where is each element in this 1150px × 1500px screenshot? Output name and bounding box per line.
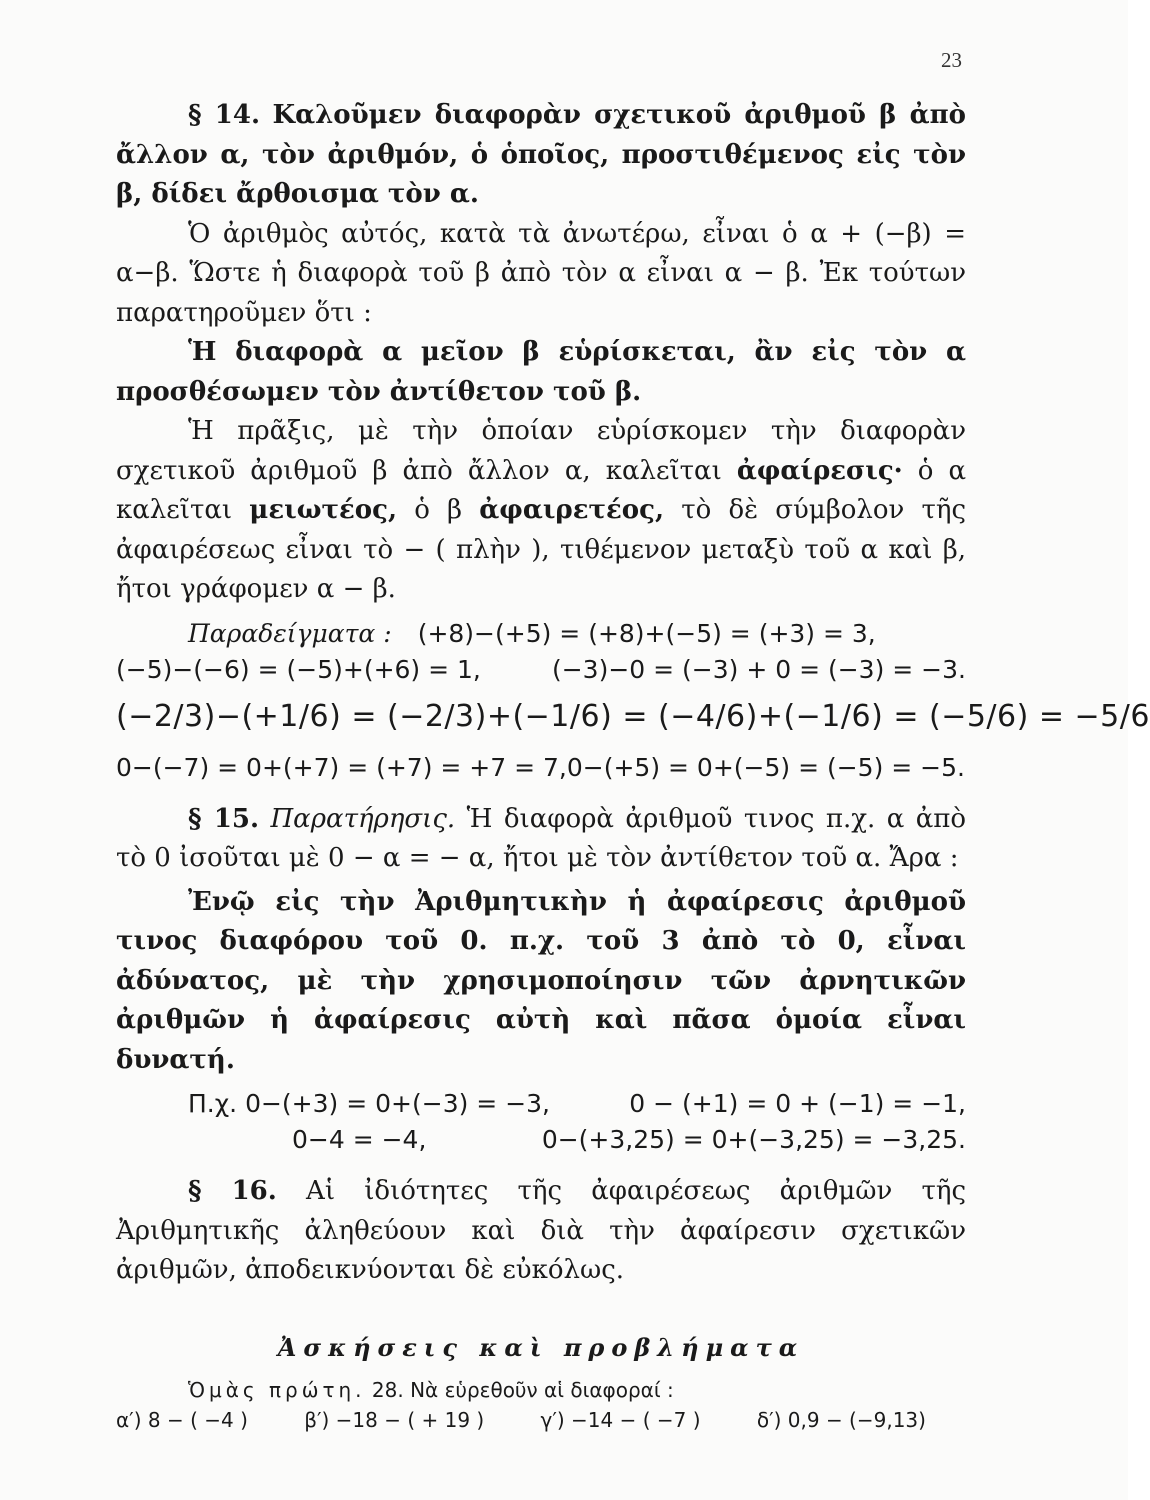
problem-text: Νὰ εὑρεθοῦν αἱ διαφοραί : bbox=[410, 1377, 674, 1402]
term-subtraction: ἀφαίρεσις· bbox=[736, 455, 903, 486]
example-expression: 0 − (+1) = 0 + (−1) = −1, bbox=[629, 1089, 966, 1118]
term-subtrahend: ἀφαιρετέος, bbox=[479, 495, 665, 525]
paragraph-text: τὸ δὲ σύμβολον τῆς ἀφαιρέσεως εἶναι τὸ − ( πλὴν ), τιθέμενον μεταξὺ τοῦ α καὶ β, ἤτοι γράφομεν α − β. bbox=[116, 495, 967, 604]
exercise-group: Ὁμὰς πρώτη. bbox=[188, 1377, 366, 1402]
definition-text: Καλοῦμεν διαφορὰν σχετικοῦ ἀριθμοῦ β ἀπὸ ἄλλον α, τὸν ἀριθμόν, ὁ ὁποῖος, προστιθέμενος εἰς τὸν β, δίδει ἄρθοισμα τὸν α. bbox=[116, 100, 967, 209]
paragraph-text: Ἡ πρᾶξις, μὲ τὴν ὁποίαν εὑρίσκομεν τὴν διαφορὰν σχετικοῦ ἀριθμοῦ β ἀπὸ ἄλλον α, καλεῖται bbox=[116, 416, 966, 486]
exercise-item: α′) 8 − ( −4 ) bbox=[116, 1407, 248, 1432]
section-14-subtraction-paragraph bbox=[116, 412, 966, 610]
example-expression: (+8)−(+5) = (+8)+(−5) = (+3) = 3, bbox=[417, 618, 876, 648]
paragraph-text: ὁ β bbox=[414, 495, 463, 525]
exercise-item: γ′) −14 − ( −7 ) bbox=[540, 1407, 701, 1432]
paragraph-text: Αἱ ἰδιότητες τῆς ἀφαιρέσεως ἀριθμῶν τῆς Ἀριθμητικῆς ἀληθεύουν καὶ διὰ τὴν ἀφαίρεσιν σχετικῶν ἀριθμῶν, ἀποδεικνύονται δὲ εὐκόλως. bbox=[116, 1176, 967, 1285]
example-expression: 0−(+3,25) = 0+(−3,25) = −3,25. bbox=[541, 1125, 966, 1154]
exercises-title: Ἀσκήσεις καὶ προβλήματα bbox=[277, 1332, 805, 1362]
paragraph-text: ὁ α καλεῖται bbox=[116, 455, 967, 525]
exercise-item: β′) −18 − ( + 19 ) bbox=[304, 1407, 485, 1432]
exercise-item: δ′) 0,9 − (−9,13) bbox=[756, 1407, 926, 1432]
term-minuend: μειωτέος, bbox=[249, 495, 397, 525]
example-expression: 0−4 = −4, bbox=[292, 1125, 427, 1154]
example-expression: 0−(−7) = 0+(+7) = (+7) = +7 = 7,0−(+5) = 0+(−5) = (−5) = −5. bbox=[116, 752, 965, 782]
page-content bbox=[116, 96, 1150, 1435]
exercise-items bbox=[116, 1405, 926, 1435]
section-number: § 14. bbox=[188, 100, 261, 130]
section-15-examples-line-1 bbox=[116, 1086, 966, 1122]
examples-line-4 bbox=[116, 750, 966, 786]
problem-number: 28. bbox=[371, 1377, 404, 1402]
examples-line-1 bbox=[116, 616, 966, 652]
exercise-group-line bbox=[116, 1375, 966, 1405]
section-14-definition bbox=[116, 96, 966, 215]
section-14-paragraph: Ὁ ἀριθμὸς αὐτός, κατὰ τὰ ἀνωτέρω, εἶναι ὁ α + (−β) = α−β. Ὥστε ἡ διαφορὰ τοῦ β ἀπὸ τὸν α εἶναι α − β. Ἐκ τούτων παρατηροῦμεν ὅτι : bbox=[116, 218, 966, 328]
section-15-examples-line-2 bbox=[116, 1122, 966, 1158]
examples-fraction-line: (−2/3)−(+1/6) = (−2/3)+(−1/6) = (−4/6)+(−1/6) = (−5/6) = −5/6 bbox=[116, 698, 1150, 734]
section-label: Παρατήρησις. bbox=[270, 803, 456, 834]
page-number: 23 bbox=[941, 48, 962, 72]
section-number: § 15. bbox=[188, 803, 260, 834]
examples-label: Παραδείγματα : bbox=[188, 618, 392, 648]
paragraph-text: Ἡ διαφορὰ ἀριθμοῦ τινος π.χ. α ἀπὸ τὸ 0 ἰσοῦται μὲ 0 − α = − α, ἤτοι μὲ τὸν ἀντίθετον τοῦ α. Ἄρα : bbox=[116, 803, 966, 873]
section-14-rule: Ἡ διαφορὰ α μεῖον β εὑρίσκεται, ἂν εἰς τὸν α προσθέσωμεν τὸν ἀντίθετον τοῦ β. bbox=[116, 337, 966, 407]
example-expression: Π.χ. 0−(+3) = 0+(−3) = −3, bbox=[188, 1089, 550, 1118]
section-16-paragraph bbox=[116, 1172, 966, 1291]
section-15-paragraph bbox=[116, 800, 966, 879]
section-number: § 16. bbox=[188, 1176, 277, 1206]
section-15-rule: Ἐνῷ εἰς τὴν Ἀριθμητικὴν ἡ ἀφαίρεσις ἀριθμοῦ τινος διαφόρου τοῦ 0. π.χ. τοῦ 3 ἀπὸ τὸ 0, εἶναι ἀδύνατος, μὲ τὴν χρησιμοποίησιν τῶν ἀρνητικῶν ἀριθμῶν ἡ ἀφαίρεσις αὐτὴ καὶ πᾶσα ὁμοία εἶναι δυνατή. bbox=[116, 886, 966, 1075]
examples-line-2 bbox=[116, 652, 966, 688]
example-expression: (−3)−0 = (−3) + 0 = (−3) = −3. bbox=[551, 654, 966, 684]
example-expression: (−5)−(−6) = (−5)+(+6) = 1, bbox=[116, 654, 481, 684]
